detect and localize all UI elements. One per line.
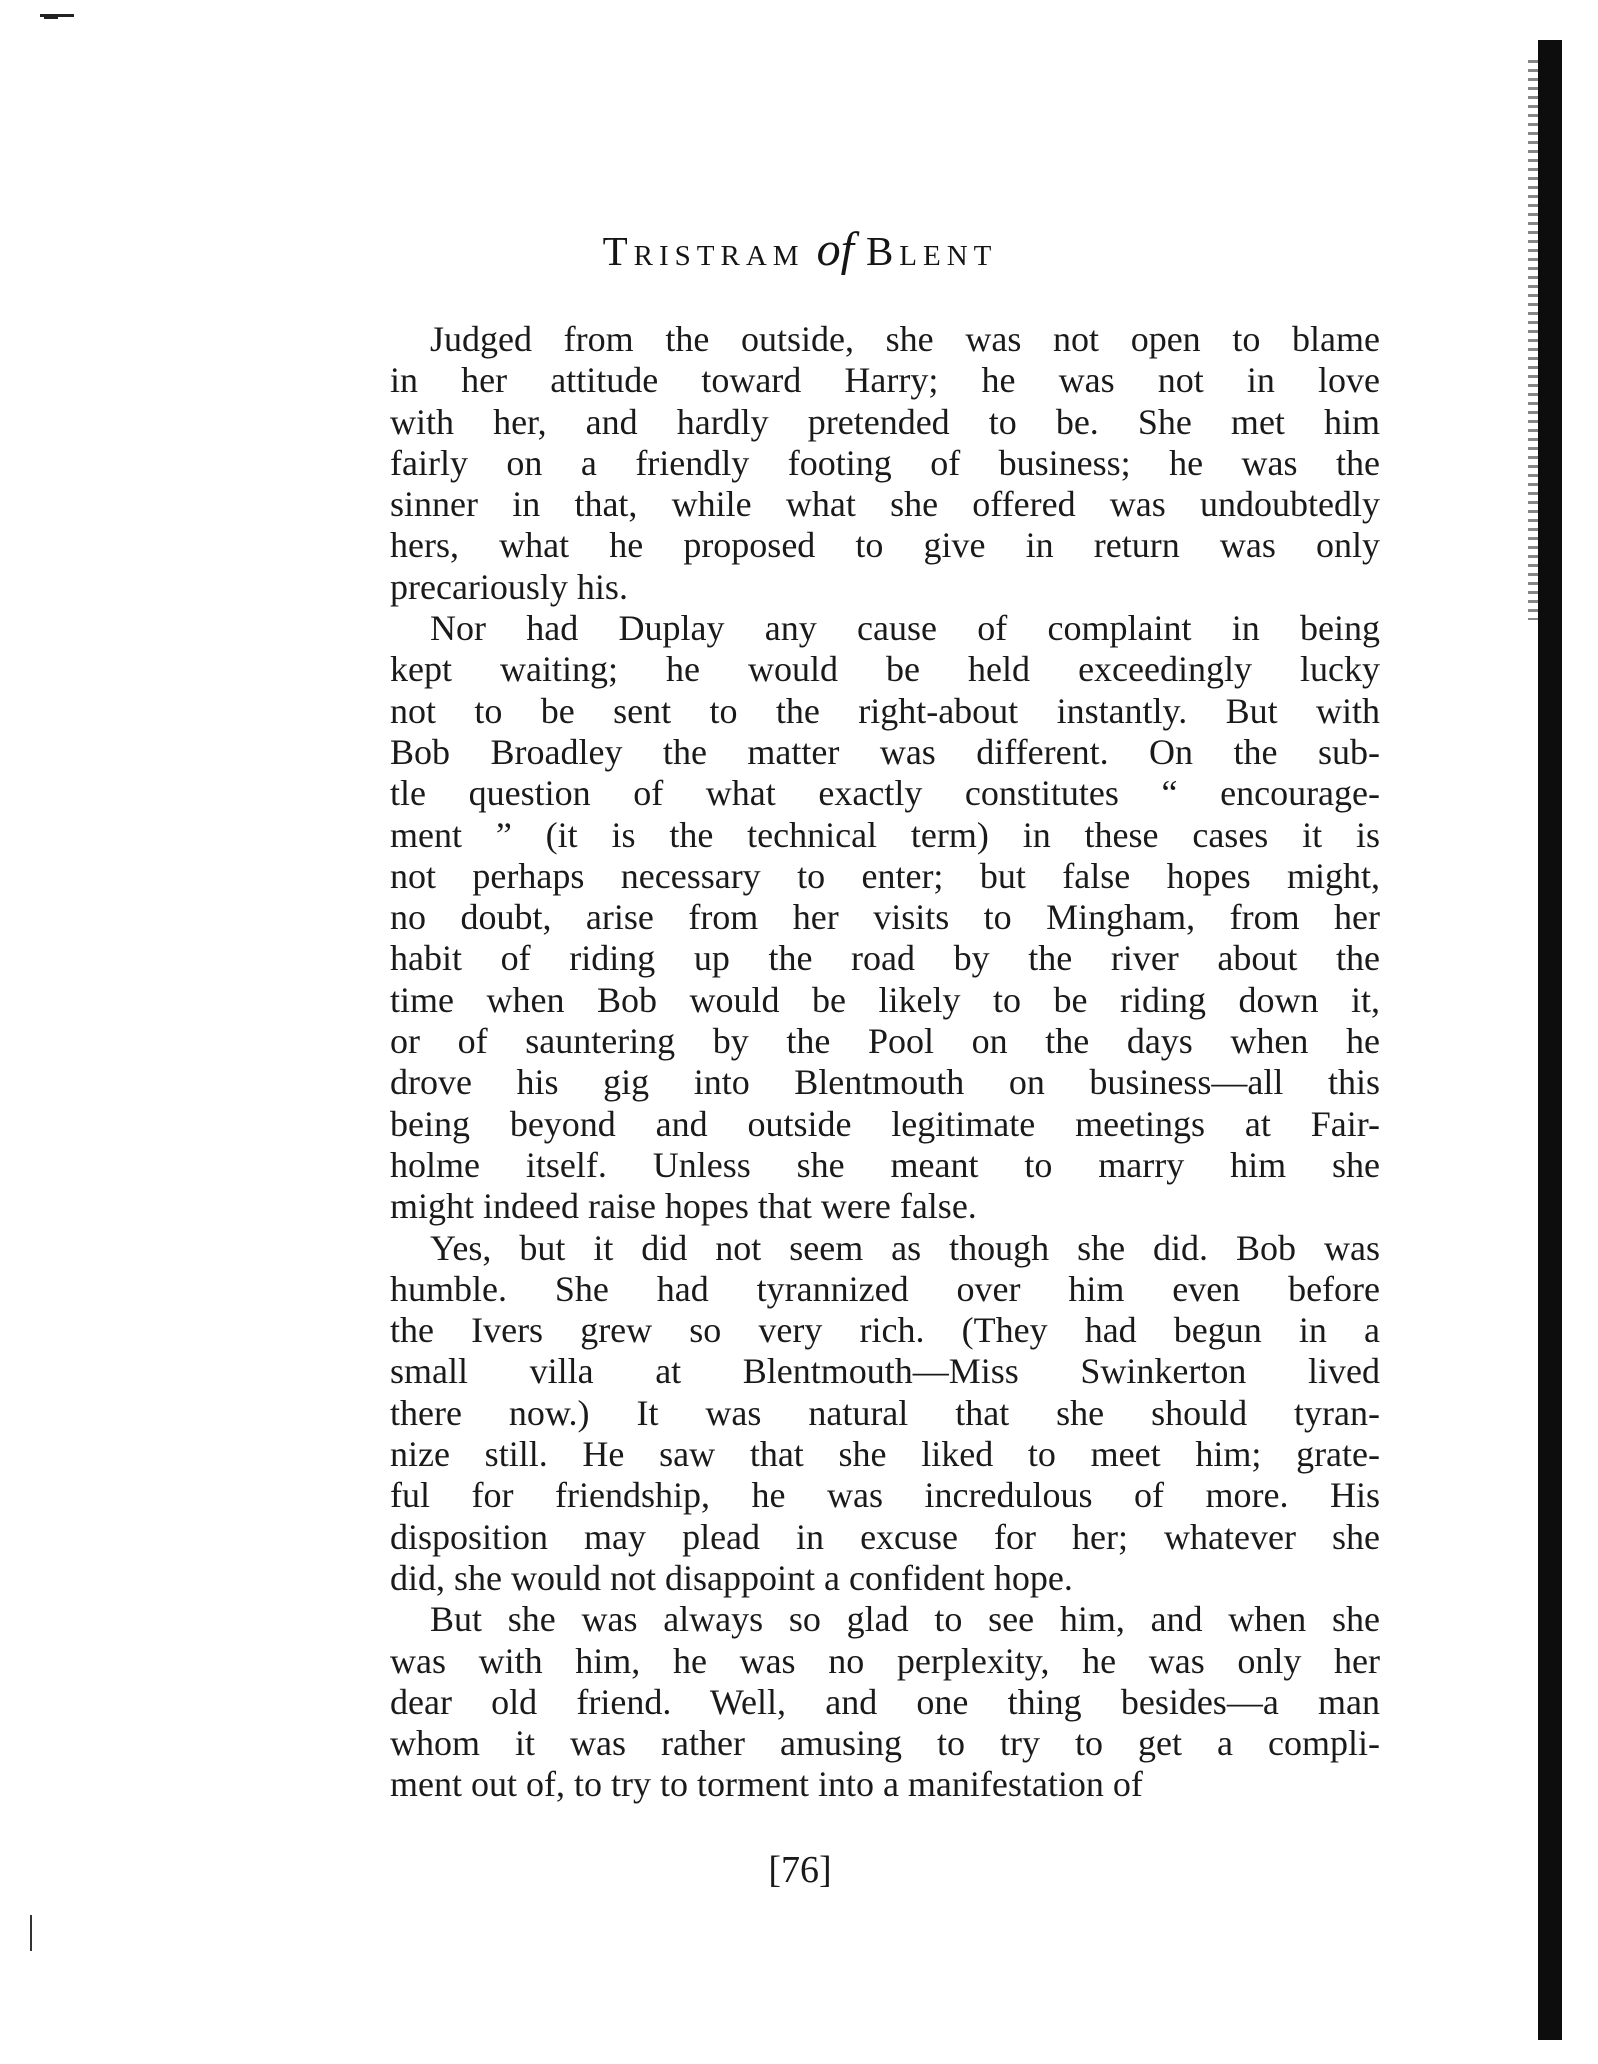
- text-line: Judged from the outside, she was not open to blame: [430, 319, 1380, 359]
- text-line: disposition may plead in excuse for her; whatever she: [390, 1516, 1380, 1557]
- text-line: or of sauntering by the Pool on the days when he: [390, 1021, 1380, 1062]
- running-head-title-right: Blent: [865, 228, 998, 274]
- paragraph: [390, 608, 1380, 1227]
- text-line: time when Bob would be likely to be riding down it,: [390, 979, 1380, 1020]
- text-line: no doubt, arise from her visits to Mingham, from her: [390, 897, 1380, 938]
- paragraph: [390, 1228, 1380, 1600]
- text-line: there now.) It was natural that she should tyran-: [390, 1392, 1380, 1433]
- paragraph: [390, 1599, 1380, 1805]
- text-line: did, she would not disappoint a confident hope.: [390, 1557, 1073, 1598]
- text-line: being beyond and outside legitimate meetings at Fair-: [390, 1103, 1380, 1144]
- text-line: might indeed raise hopes that were false.: [390, 1186, 977, 1227]
- text-line: sinner in that, while what she offered was undoubtedly: [390, 484, 1380, 525]
- binding-edge: [1538, 40, 1562, 2040]
- text-line: the Ivers grew so very rich. (They had begun in a: [390, 1310, 1380, 1351]
- text-line: ment ” (it is the technical term) in these cases it is: [390, 814, 1380, 855]
- paragraph: [390, 319, 1380, 608]
- text-line: hers, what he proposed to give in return was only: [390, 525, 1380, 566]
- text-line: dear old friend. Well, and one thing besides—a man: [390, 1681, 1380, 1722]
- running-head-connector: of: [816, 223, 854, 276]
- text-line: habit of riding up the road by the river about the: [390, 938, 1380, 979]
- text-line: Yes, but it did not seem as though she did. Bob was: [430, 1227, 1380, 1268]
- text-line: holme itself. Unless she meant to marry him she: [390, 1144, 1380, 1185]
- text-line: fairly on a friendly footing of business; he was the: [390, 442, 1380, 483]
- text-line: drove his gig into Blentmouth on business—all this: [390, 1062, 1380, 1103]
- margin-tick: [30, 1915, 32, 1951]
- text-line: precariously his.: [390, 566, 628, 607]
- text-line: in her attitude toward Harry; he was not in love: [390, 360, 1380, 401]
- text-line: not perhaps necessary to enter; but false hopes might,: [390, 855, 1380, 896]
- text-line: was with him, he was no perplexity, he was only her: [390, 1640, 1380, 1681]
- text-line: small villa at Blentmouth—Miss Swinkerton lived: [390, 1351, 1380, 1392]
- text-line: tle question of what exactly constitutes “ encourage-: [390, 773, 1380, 814]
- text-line: not to be sent to the right-about instantly. But with: [390, 690, 1380, 731]
- text-line: ful for friendship, he was incredulous of more. His: [390, 1475, 1380, 1516]
- text-line: with her, and hardly pretended to be. She met him: [390, 401, 1380, 442]
- text-line: humble. She had tyrannized over him even before: [390, 1268, 1380, 1309]
- page-number: [76]: [768, 1849, 832, 1891]
- text-line: Nor had Duplay any cause of complaint in being: [430, 608, 1380, 649]
- text-line: Bob Broadley the matter was different. On the sub-: [390, 731, 1380, 772]
- body-text: [390, 319, 1380, 1806]
- running-head: [390, 222, 1210, 292]
- running-head-title-left: Tristram: [602, 228, 805, 274]
- text-line: whom it was rather amusing to try to get a compli-: [390, 1723, 1380, 1764]
- text-line: ment out of, to try to torment into a manifestation of: [390, 1764, 1143, 1805]
- corner-mark-tail: [44, 17, 58, 19]
- text-line: But she was always so glad to see him, and when she: [430, 1599, 1380, 1640]
- text-line: kept waiting; he would be held exceedingly lucky: [390, 649, 1380, 690]
- text-line: nize still. He saw that she liked to meet him; grate-: [390, 1434, 1380, 1475]
